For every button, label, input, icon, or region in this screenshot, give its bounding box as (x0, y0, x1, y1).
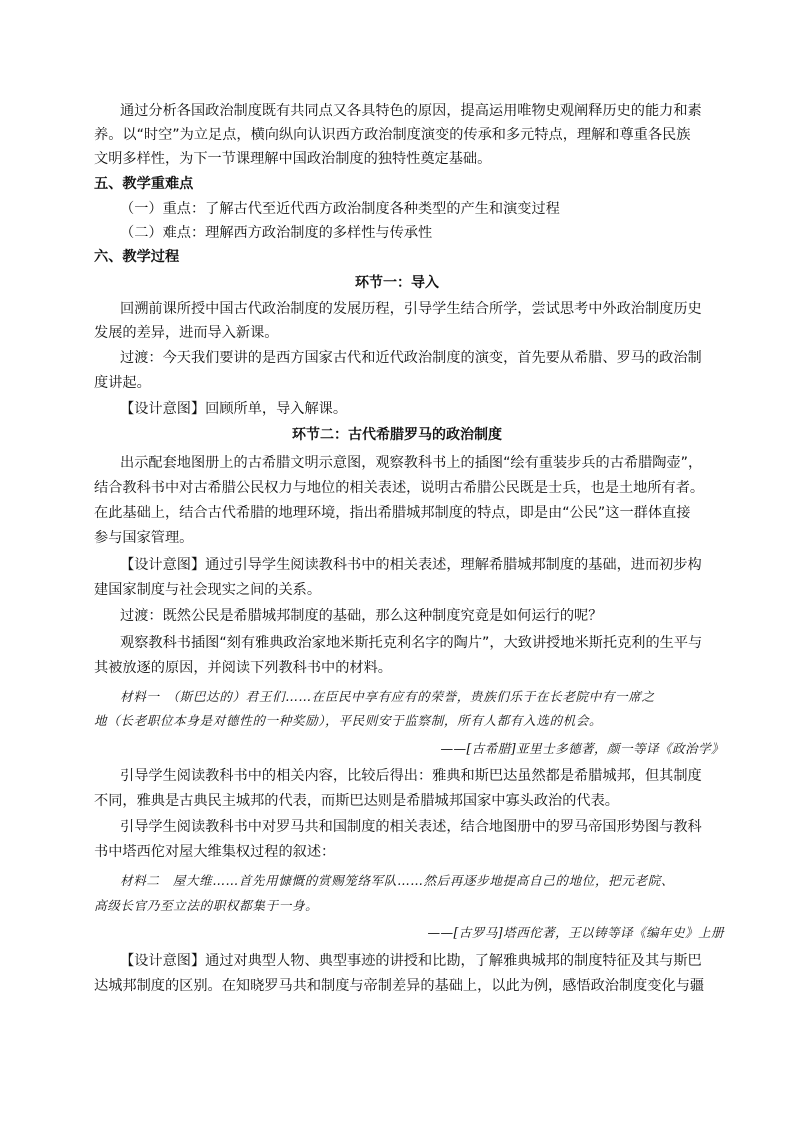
step-1-transition-line-2: 度讲起。 (94, 375, 151, 391)
material-2-source: ——[古罗马]塔西佗著，王以铸等译《编年史》上册 (427, 925, 724, 940)
material-2-line-2: 高级长官乃至立法的职权都集于一身。 (94, 898, 319, 913)
material-1-line-1: 材料一 （斯巴达的）君王们……在臣民中享有应有的荣誉，贵族们乐于在长老院中有一席之 (120, 689, 655, 704)
step-1-paragraph-1-line-2: 发展的差异，进而导入新课。 (94, 325, 279, 341)
step-2-intent-2-line-2: 达城邦制度的区别。在知晓罗马共和制度与帝制差异的基础上，以此为例，感悟政治制度变化与疆 (94, 978, 705, 994)
step-2-paragraph-2-line-2: 其被放逐的原因，并阅读下列教科书中的材料。 (94, 660, 392, 676)
step-2-paragraph-1-line-4: 参与国家管理。 (94, 530, 194, 546)
step-1-transition-line-1: 过渡：今天我们要讲的是西方国家古代和近代政治制度的演变，首先要从希腊、罗马的政治制 (120, 350, 702, 366)
key-point: （一）重点：了解古代至近代西方政治制度各种类型的产生和演变过程 (120, 201, 560, 217)
step-1-design-intent: 【设计意图】回顾所单，导入解课。 (120, 401, 348, 417)
step-2-intent-2-line-1: 【设计意图】通过对典型人物、典型事迹的讲授和比勘，了解雅典城邦的制度特征及其与斯巴 (120, 953, 702, 969)
objectives-line-3: 文明多样性，为下一节课理解中国政治制度的独特性奠定基础。 (94, 151, 492, 167)
step-2-paragraph-4-line-1: 引导学生阅读教科书中对罗马共和国制度的相关表述，结合地图册中的罗马帝国形势图与教科 (120, 819, 702, 835)
step-1-paragraph-1-line-1: 回溯前课所授中国古代政治制度的发展历程，引导学生结合所学，尝试思考中外政治制度历史 (120, 301, 702, 317)
step-2-paragraph-2-line-1: 观察教科书插图“刻有雅典政治家地米斯托克利名字的陶片”，大致讲授地米斯托克利的生平与 (120, 635, 703, 651)
section-6-heading: 六、教学过程 (94, 249, 180, 265)
section-5-heading: 五、教学重难点 (94, 176, 194, 192)
material-1-source: ——[古希腊]亚里士多德著，颜一等译《政治学》 (440, 741, 724, 756)
step-2-paragraph-3-line-2: 不同，雅典是古典民主城邦的代表，而斯巴达则是希腊城邦国家中寡头政治的代表。 (94, 793, 619, 809)
step-2-paragraph-4-line-2: 书中塔西佗对屋大维集权过程的叙述： (94, 844, 336, 860)
step-2-transition: 过渡：既然公民是希腊城邦制度的基础，那么这种制度究竟是如何运行的呢？ (120, 608, 603, 624)
step-2-paragraph-1-line-3: 在此基础上，结合古代希腊的地理环境，指出希腊城邦制度的特点，即是由“公民”这一群体直接 (94, 505, 691, 521)
step-1-title: 环节一：导入 (355, 275, 439, 291)
material-2-line-1: 材料二 屋大维……首先用慷慨的赏赐笼络军队……然后再逐步地提高自己的地位，把元老院、 (120, 873, 675, 888)
step-2-intent-1-line-1: 【设计意图】通过引导学生阅读教科书中的相关表述，理解希腊城邦制度的基础，进而初步构 (120, 557, 702, 573)
step-2-paragraph-3-line-1: 引导学生阅读教科书中的相关内容，比较后得出：雅典和斯巴达虽然都是希腊城邦，但其制度 (120, 768, 702, 784)
step-2-paragraph-1-line-1: 出示配套地图册上的古希腊文明示意图，观察教科书上的插图“绘有重装步兵的古希腊陶壶”， (120, 455, 703, 471)
difficult-point: （二）难点：理解西方政治制度的多样性与传承性 (120, 225, 433, 241)
step-2-paragraph-1-line-2: 结合教科书中对古希腊公民权力与地位的相关表述，说明古希腊公民既是士兵，也是土地所有者。 (94, 480, 705, 496)
step-2-intent-1-line-2: 建国家制度与社会现实之间的关系。 (94, 582, 322, 598)
step-2-title: 环节二：古代希腊罗马的政治制度 (292, 427, 502, 443)
material-1-line-2: 地（长老职位本身是对德性的一种奖励），平民则安于监察制，所有人都有入选的机会。 (94, 713, 603, 728)
objectives-line-1: 通过分析各国政治制度既有共同点又各具特色的原因，提高运用唯物史观阐释历史的能力和素 (120, 103, 702, 119)
objectives-line-2: 养。以“时空”为立足点，横向纵向认识西方政治制度演变的传承和多元特点，理解和尊重各民族 (94, 127, 691, 143)
